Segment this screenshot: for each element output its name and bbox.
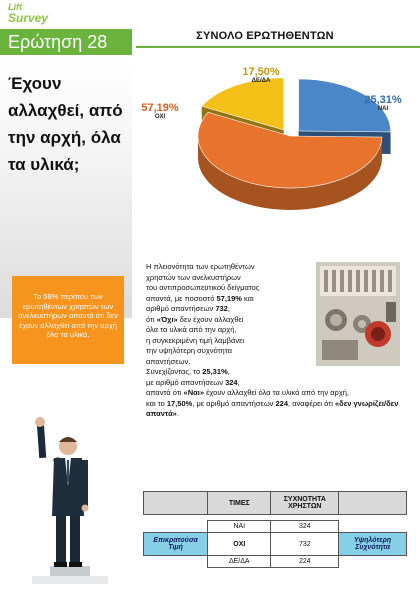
row-frequency: 224 xyxy=(271,556,339,568)
text-span: ότι xyxy=(146,314,157,324)
table-row xyxy=(144,533,407,556)
text-span: , αναφέρει ότι xyxy=(288,398,335,408)
row-value: ΟΧΙ xyxy=(208,533,271,556)
slice-name-oxi: ΟΧΙ xyxy=(154,114,166,120)
percent-nai: 25,31% xyxy=(202,367,228,376)
text-span: απαντήσεων. xyxy=(146,356,191,366)
text-span: έχουν αλλαχθεί όλα τα υλικά από την αρχή, xyxy=(204,388,350,397)
text-span: με αριθμό απαντήσεων xyxy=(146,377,226,387)
percent-oxi: 57,19% xyxy=(216,293,242,303)
count-nai: 324 xyxy=(225,377,238,387)
row-frequency: 324 xyxy=(271,521,339,533)
slice-value-nai: 25,31% xyxy=(364,94,402,106)
table-header-empty xyxy=(144,492,208,515)
row-value: ΝΑΙ xyxy=(208,521,271,533)
text-span: και το xyxy=(146,398,167,408)
answer-oxi: «Όχι» xyxy=(156,314,178,324)
summary-callout: Το 58% περίπου των ερωτηθέντων χρηστών των ανελκυστήρων απαντά ότι δεν έχουν αλλαχθεί από την αρχή όλα τα υλικά. xyxy=(12,276,124,364)
table-header-row xyxy=(144,492,407,515)
table-row xyxy=(144,556,407,568)
row-note xyxy=(339,556,407,568)
row-label xyxy=(144,521,208,533)
slice-label-dedа xyxy=(236,66,286,84)
row-value: ΔΕ/ΔΑ xyxy=(208,556,271,568)
percent-deda: 17,50% xyxy=(166,398,193,408)
table-header-note xyxy=(339,492,407,515)
text-span: . xyxy=(176,409,179,418)
slice-name-nai: ΝΑΙ xyxy=(377,106,389,112)
text-span: δεν έχουν αλλαχθεί xyxy=(177,314,244,324)
text-span: Συνεχίζοντας, το xyxy=(146,367,203,376)
businessman-illustration xyxy=(28,416,108,584)
slice-label-nai xyxy=(358,94,408,112)
lift-machine-photo xyxy=(316,262,400,366)
text-span: και xyxy=(241,293,254,303)
answer-nai: «Ναι» xyxy=(183,388,204,397)
text-span: , με αριθμό απαντήσεων xyxy=(192,398,276,408)
table-header-frequency: ΣΥΧΝΟΤΗΤΑ ΧΡΗΣΤΩΝ xyxy=(271,492,339,515)
text-span: όλα τα υλικά από την αρχή, xyxy=(146,325,237,334)
analysis-paragraph-2 xyxy=(146,367,410,420)
lift-machine-illustration xyxy=(316,262,400,366)
text-span: , xyxy=(227,367,230,376)
count-deda: 224 xyxy=(275,398,289,408)
text-span: αριθμό απαντήσεων xyxy=(146,304,216,313)
lift-survey-logo xyxy=(6,2,66,28)
slice-name-deda: ΔΕ/ΔΑ xyxy=(251,78,271,84)
frequency-table xyxy=(143,491,407,568)
title-divider xyxy=(136,46,420,48)
text-span: Η πλειονότητα των ερωτηθέντων xyxy=(146,262,255,271)
text-span: την υψηλότερη συχνότητα xyxy=(146,346,232,355)
text-span: χρηστών των ανελκυστήρων xyxy=(146,272,241,282)
row-note: Υψηλότερη Συχνότητα xyxy=(339,533,407,556)
slice-value-oxi: 57,19% xyxy=(141,102,179,114)
analysis-paragraph-1 xyxy=(146,262,306,367)
count-oxi: 732 xyxy=(215,304,228,313)
logo-line1: Lift xyxy=(8,2,22,12)
text-span: απαντά ότι xyxy=(146,388,184,397)
pie-chart-svg xyxy=(140,58,410,250)
text-span: , xyxy=(227,304,230,313)
slice-label-oxi xyxy=(134,102,186,120)
answer-deda: «δεν γνωρίζει/δεν απαντά» xyxy=(146,398,399,418)
row-label: Επικρατούσα Τιμή xyxy=(144,533,208,556)
chart-title: ΣΥΝΟΛΟ ΕΡΩΤΗΘΕΝΤΩΝ xyxy=(196,30,334,42)
businessman-photo xyxy=(28,416,108,584)
logo-line2: Survey xyxy=(8,11,49,25)
text-span: , xyxy=(237,377,240,387)
row-note xyxy=(339,521,407,533)
text-span: απαντά, με ποσοστό xyxy=(146,293,217,303)
row-frequency: 732 xyxy=(271,533,339,556)
slice-value-deda: 17,50% xyxy=(242,66,280,78)
table-header-values: ΤΙΜΕΣ xyxy=(208,492,271,515)
text-span: του αντιπροσωπευτικού δείγματος xyxy=(146,283,260,292)
text-span: η συγκεκριμένη τιμή λαμβάνει xyxy=(146,335,245,345)
row-label xyxy=(144,556,208,568)
pie-chart xyxy=(140,58,410,250)
table-row xyxy=(144,521,407,533)
question-number-banner: Ερώτηση 28 xyxy=(0,29,132,55)
question-text: Έχουν αλλαχθεί, από την αρχή, όλα τα υλικά; xyxy=(8,74,123,174)
